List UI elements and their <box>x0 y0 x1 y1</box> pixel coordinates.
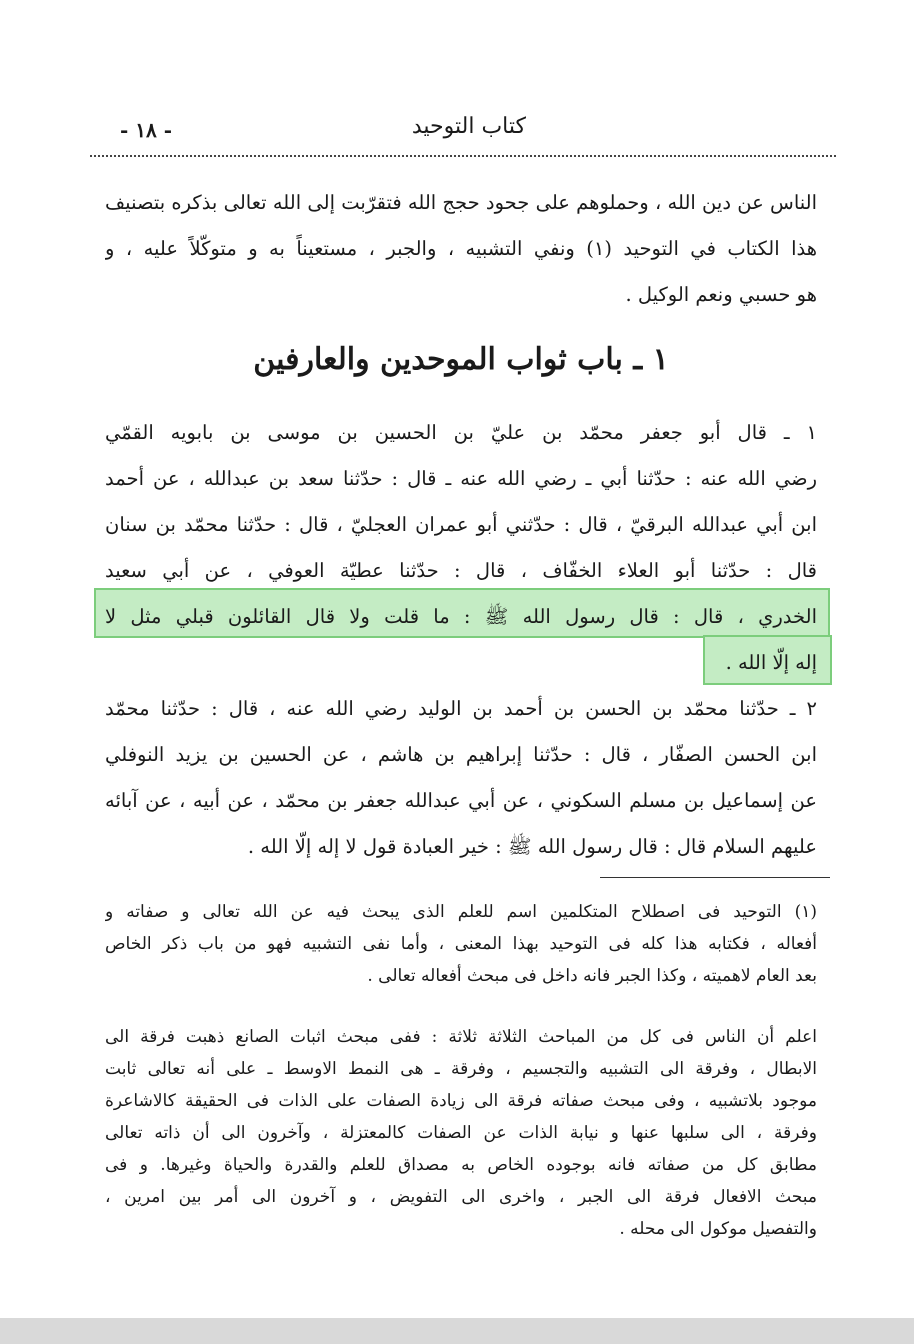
text-line: هذا الكتاب في التوحيد (١) ونفي التشبيه ، والجبر ، مستعيناً به و متوكّلاً عليه ، و <box>105 237 817 260</box>
footnote-line: بعد العام لاهميته ، وكذا الجبر فانه داخل فى مبحث أفعاله تعالى . <box>367 966 817 986</box>
header-divider <box>90 155 836 157</box>
text-line: ١ ـ قال أبو جعفر محمّد بن عليّ بن الحسين بن موسى بن بابويه القمّي <box>105 421 817 444</box>
hadith-2 <box>105 686 817 870</box>
footnote-line: موجود بلاتشبيه ، وفى مبحث صفاته فرقة الى زيادة الصفات على الذات فى الحقيقة كالاشاعرة <box>105 1091 817 1111</box>
page-header <box>90 108 836 148</box>
footnote-line: أفعاله ، فكتابه هذا كله فى التوحيد بهذا المعنى ، وأما نفى التشبيه فهو من باب ذكر الخاص <box>105 934 817 954</box>
page-bottom-margin <box>0 1318 914 1344</box>
footnote-line: وفرقة ، الى سلبها عنها و نيابة الذات عن الصفات كالمعتزلة ، وآخرون الى أن ذاته تعالى <box>105 1123 817 1143</box>
footnote-line: مبحث الافعال فرقة الى الجبر ، واخرى الى التفويض ، و آخرون الى أمر بين امرين ، <box>105 1187 817 1207</box>
footnote-1 <box>105 896 817 992</box>
page-number: - ١٨ - <box>120 118 173 142</box>
text-line: قال : حدّثنا أبو العلاء الخفّاف ، قال : حدّثنا عطيّة العوفي ، عن أبي سعيد <box>105 559 817 582</box>
chapter-heading: ١ ـ باب ثواب الموحدين والعارفين <box>253 342 669 377</box>
highlighted-line: الخدري ، قال : قال رسول الله ﷺ : ما قلت ولا قال القائلون قبلي مثل لا <box>105 605 817 628</box>
text-line: ابن أبي عبدالله البرقيّ ، قال : حدّثني أبو عمران العجليّ ، قال : حدّثنا محمّد بن سنان <box>105 513 817 536</box>
intro-paragraph <box>105 180 817 318</box>
text-line: ابن الحسن الصفّار ، قال : حدّثنا إبراهيم بن هاشم ، عن الحسين بن يزيد النوفلي <box>105 743 817 766</box>
footnote-2 <box>105 1021 817 1245</box>
highlighted-line: إله إلّا الله . <box>725 651 817 674</box>
text-line: الناس عن دين الله ، وحملوهم على جحود حجج الله فتقرّبت إلى الله تعالى بذكره بتصنيف <box>105 191 817 214</box>
text-line: ٢ ـ حدّثنا محمّد بن الحسن بن أحمد بن الوليد رضي الله عنه ، قال : حدّثنا محمّد <box>105 697 817 720</box>
footnote-line: والتفصيل موكول الى محله . <box>619 1219 817 1239</box>
footnote-line: الابطال ، وفرقة الى التشبيه والتجسيم ، وفرقة ـ هى النمط الاوسط ـ على أنه تعالى ثابت <box>105 1059 817 1079</box>
footnote-divider <box>600 877 830 878</box>
hadith-1 <box>105 410 817 686</box>
text-line: رضي الله عنه : حدّثنا أبي ـ رضي الله عنه ـ قال : حدّثنا سعد بن عبدالله ، عن أحمد <box>105 467 817 490</box>
footnote-line: اعلم أن الناس فى كل من المباحث الثلاثة ثلاثة : ففى مبحث اثبات الصانع ذهبت فرقة الى <box>105 1027 817 1047</box>
footnote-line: (١) التوحيد فى اصطلاح المتكلمين اسم للعلم الذى يبحث فيه عن الله تعالى و صفاته و <box>105 902 817 922</box>
text-line: عليهم السلام قال : قال رسول الله ﷺ : خير العبادة قول لا إله إلّا الله . <box>247 835 817 858</box>
running-title: كتاب التوحيد <box>411 114 526 139</box>
text-line: هو حسبي ونعم الوكيل . <box>625 283 817 306</box>
text-line: عن إسماعيل بن مسلم السكوني ، عن أبي عبدالله جعفر بن محمّد ، عن أبيه ، عن آبائه <box>105 789 817 812</box>
footnote-line: مطابق كل من صفاته فانه بوجوده الخاص به مصداق للعلم والقدرة والحياة وغيرها. و فى <box>105 1155 817 1175</box>
